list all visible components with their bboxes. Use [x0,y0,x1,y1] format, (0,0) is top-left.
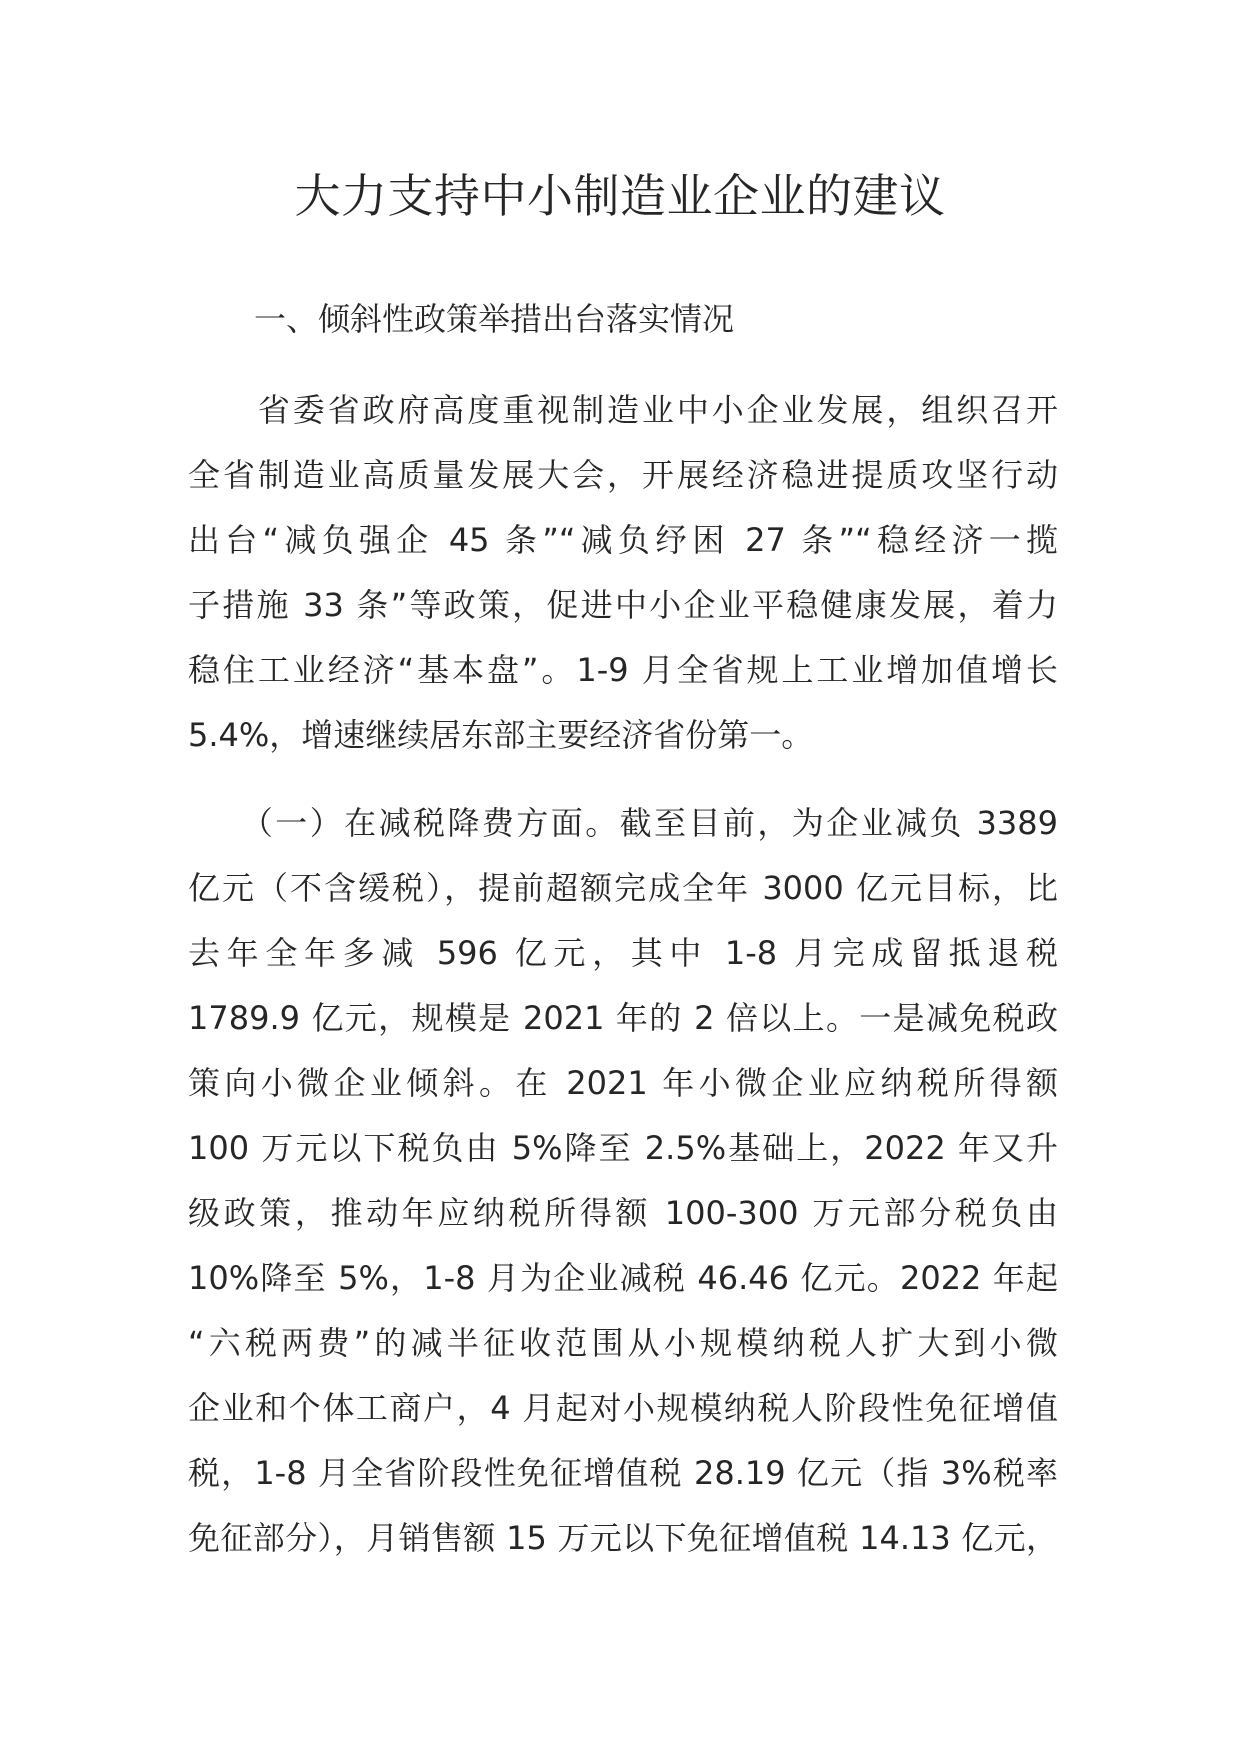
paragraph-line: 稳住工业经济“基本盘”。1-9 月全省规上工业增加值增长 [188,651,1058,689]
paragraph-line: 10%降至 5%，1-8 月为企业减税 46.46 亿元。2022 年起 [188,1259,1058,1297]
paragraph-line: 5.4%，增速继续居东部主要经济省份第一。 [188,716,814,754]
paragraph-1 [188,378,1058,768]
paragraph-line: 级政策，推动年应纳税所得额 100-300 万元部分税负由 [188,1194,1058,1232]
paragraph-line: 免征部分），月销售额 15 万元以下免征增值税 14.13 亿元， [188,1519,1058,1557]
paragraph-line: 去年全年多减 596 亿元，其中 1-8 月完成留抵退税 [188,934,1058,972]
section-heading: 一、倾斜性政策举措出台落实情况 [254,300,735,338]
paragraph-line: 出台“减负强企 45 条”“减负纾困 27 条”“稳经济一揽 [188,521,1058,559]
paragraph-line: 省委省政府高度重视制造业中小企业发展，组织召开 [188,391,1058,429]
paragraph-line: 企业和个体工商户，4 月起对小规模纳税人阶段性免征增值 [188,1389,1058,1427]
paragraph-line: 策向小微企业倾斜。在 2021 年小微企业应纳税所得额 [188,1064,1058,1102]
document-title: 大力支持中小制造业企业的建议 [294,169,946,223]
paragraph-2 [188,791,1058,1571]
paragraph-line: 1789.9 亿元，规模是 2021 年的 2 倍以上。一是减免税政 [188,999,1058,1037]
paragraph-line: 亿元（不含缓税），提前超额完成全年 3000 亿元目标，比 [188,869,1058,907]
paragraph-line: 全省制造业高质量发展大会，开展经济稳进提质攻坚行动 [188,456,1058,494]
paragraph-line: （一）在减税降费方面。截至目前，为企业减负 3389 [188,804,1058,842]
paragraph-line: 税，1-8 月全省阶段性免征增值税 28.19 亿元（指 3%税率 [188,1454,1058,1492]
paragraph-line: 100 万元以下税负由 5%降至 2.5%基础上，2022 年又升 [188,1129,1058,1167]
paragraph-line: “六税两费”的减半征收范围从小规模纳税人扩大到小微 [188,1324,1058,1362]
paragraph-line: 子措施 33 条”等政策，促进中小企业平稳健康发展，着力 [188,586,1058,624]
